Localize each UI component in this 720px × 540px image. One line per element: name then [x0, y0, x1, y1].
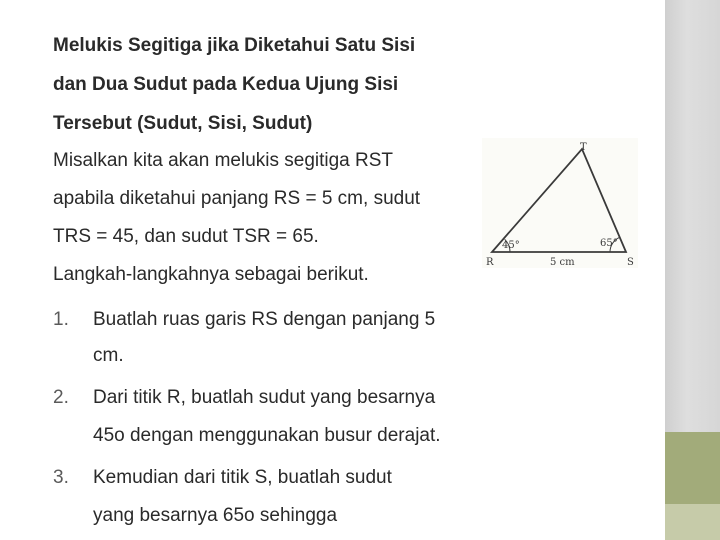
vertex-t-label: T	[580, 142, 587, 153]
side-rs-label: 5 cm	[550, 257, 575, 268]
step-3-line-2: yang besarnya 65o sehingga	[93, 505, 338, 526]
triangle-figure	[482, 138, 638, 268]
slide-title	[53, 26, 493, 143]
title-line-2: dan Dua Sudut pada Kedua Ujung Sisi	[53, 74, 399, 95]
step-3-line-1: Kemudian dari titik S, buatlah sudut	[93, 467, 392, 488]
title-line-3: Tersebut (Sudut, Sisi, Sudut)	[53, 113, 313, 134]
angle-r-label: 45°	[502, 240, 520, 251]
step-2-line-1: Dari titik R, buatlah sudut yang besarnya	[93, 387, 436, 408]
title-line-1: Melukis Segitiga jika Diketahui Satu Sisi	[53, 35, 416, 56]
intro-line-1: Misalkan kita akan melukis segitiga RST	[53, 150, 394, 171]
right-sidebar	[665, 0, 720, 540]
intro-line-2: apabila diketahui panjang RS = 5 cm, sudut	[53, 188, 421, 209]
triangle-rst	[492, 149, 626, 252]
triangle-diagram	[482, 138, 638, 268]
intro-line-3: TRS = 45, dan sudut TSR = 65.	[53, 226, 319, 247]
vertex-s-label: S	[627, 257, 634, 268]
angle-s-label: 65°	[600, 238, 618, 249]
step-1-number: 1.	[53, 309, 69, 330]
step-1-line-2: cm.	[93, 345, 124, 366]
sidebar-accent-block-light	[665, 504, 720, 540]
step-2-line-2: 45o dengan menggunakan busur derajat.	[93, 425, 441, 446]
intro-line-4: Langkah-langkahnya sebagai berikut.	[53, 264, 369, 285]
step-1-line-1: Buatlah ruas garis RS dengan panjang 5	[93, 309, 436, 330]
sidebar-accent-block	[665, 432, 720, 504]
step-3-number: 3.	[53, 467, 69, 488]
vertex-r-label: R	[486, 257, 494, 268]
step-2-number: 2.	[53, 387, 69, 408]
